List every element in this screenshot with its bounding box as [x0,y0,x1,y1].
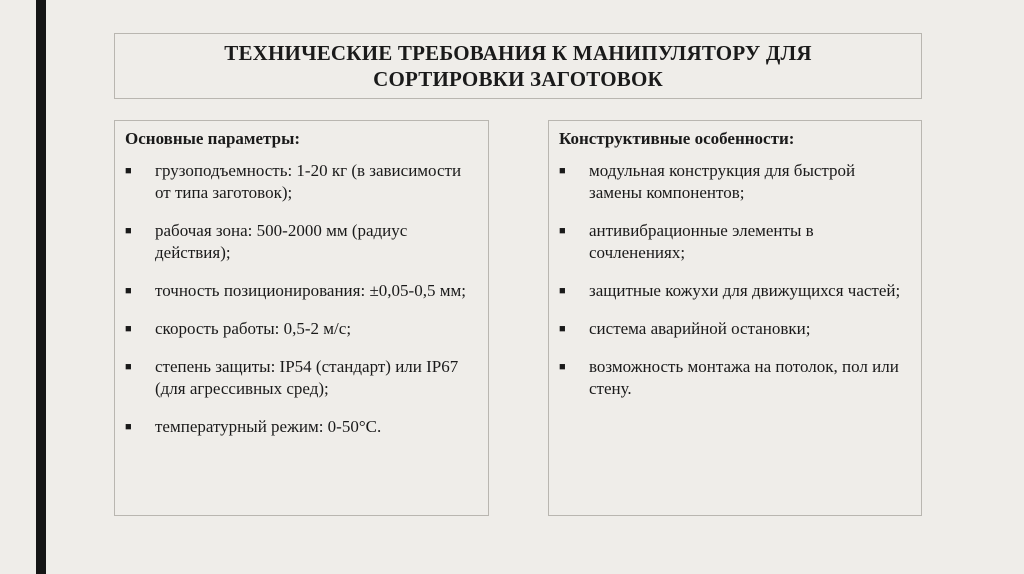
square-bullet-icon: ■ [559,285,566,297]
basic-parameters-panel [114,120,489,516]
list-item-text: температурный режим: 0-50°C. [155,417,382,436]
list-item [125,220,478,264]
slide-title-line-2: СОРТИРОВКИ ЗАГОТОВОК [373,67,663,91]
list-item [559,318,911,340]
list-item [559,220,911,264]
design-features-panel [548,120,922,516]
square-bullet-icon: ■ [125,285,132,297]
list-item [125,280,478,302]
list-item [125,416,478,438]
list-item-text: модульная конструкция для быстрой замены компонентов; [589,161,856,202]
list-item [125,318,478,340]
square-bullet-icon: ■ [125,165,132,177]
list-item [125,160,478,204]
slide-title-line-1: ТЕХНИЧЕСКИЕ ТРЕБОВАНИЯ К МАНИПУЛЯТОРУ ДЛЯ [224,41,812,65]
square-bullet-icon: ■ [559,323,566,335]
square-bullet-icon: ■ [125,421,132,433]
list-item-text: точность позиционирования: ±0,05-0,5 мм; [155,281,466,300]
square-bullet-icon: ■ [125,225,132,237]
basic-parameters-heading: Основные параметры: [125,129,301,148]
design-features-list [559,160,911,400]
list-item [125,356,478,400]
square-bullet-icon: ■ [559,165,566,177]
list-item-text: антивибрационные элементы в сочленениях; [589,221,814,262]
list-item-text: система аварийной остановки; [589,319,811,338]
list-item [559,160,911,204]
square-bullet-icon: ■ [559,225,566,237]
square-bullet-icon: ■ [125,361,132,373]
square-bullet-icon: ■ [125,323,132,335]
design-features-heading: Конструктивные особенности: [559,129,795,148]
list-item [559,356,911,400]
list-item-text: рабочая зона: 500-2000 мм (радиус действия); [155,221,408,262]
list-item [559,280,911,302]
list-item-text: скорость работы: 0,5-2 м/с; [155,319,352,338]
title-box [114,33,922,99]
accent-bar [36,0,46,574]
list-item-text: защитные кожухи для движущихся частей; [589,281,901,300]
basic-parameters-list [125,160,478,438]
list-item-text: степень защиты: IP54 (стандарт) или IP67 (для агрессивных сред); [155,357,459,398]
square-bullet-icon: ■ [559,361,566,373]
list-item-text: возможность монтажа на потолок, пол или стену. [589,357,899,398]
list-item-text: грузоподъемность: 1-20 кг (в зависимости от типа заготовок); [155,161,462,202]
